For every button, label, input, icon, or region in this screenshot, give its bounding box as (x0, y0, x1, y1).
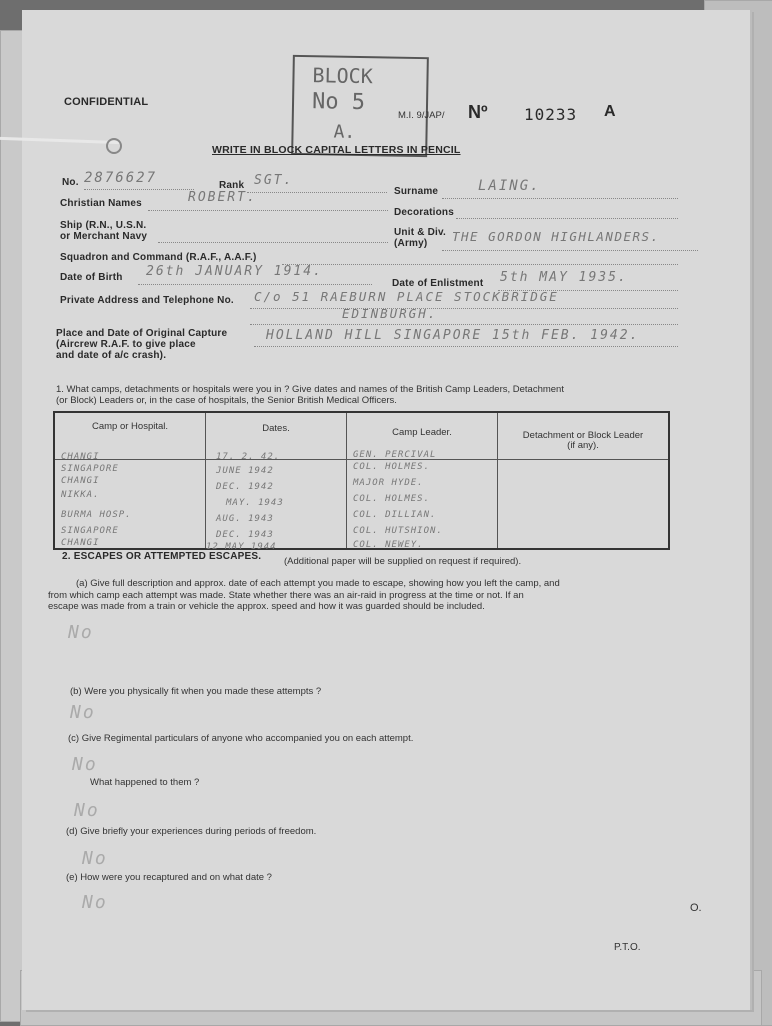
number-label: Nº (468, 102, 488, 122)
capture-value: HOLLAND HILL SINGAPORE 15th FEB. 1942. (266, 328, 640, 343)
question-2c: (c) Give Regimental particulars of anyone who accompanied you on each attempt. (68, 733, 414, 744)
leader-row-3: MAJOR HYDE. (353, 478, 424, 488)
document-page (22, 10, 750, 1010)
question-2a-line3: escape was made from a train or vehicle the approx. speed and how it was guarded should be included. (48, 601, 485, 612)
question-2-note: (Additional paper will be supplied on request if required). (284, 556, 522, 567)
service-number-value: 2876627 (84, 170, 158, 186)
surname-value: LAING. (478, 178, 541, 194)
date-row-6: DEC. 1943 (216, 530, 274, 540)
block-stamp (291, 55, 429, 157)
unit-label: Unit & Div. (394, 227, 447, 238)
address-value-line2: EDINBURGH. (342, 306, 438, 321)
address-value-line1: C/o 51 RAEBURN PLACE STOCKBRIDGE (254, 289, 559, 304)
footer-mark: O. (690, 902, 702, 914)
leader-row-5: COL. DILLIAN. (353, 510, 437, 520)
pto-label: P.T.O. (614, 942, 641, 953)
camp-row-7: CHANGI (61, 538, 100, 548)
stamp-line1: BLOCK (312, 63, 373, 89)
date-row-7: 12 MAY 1944 (206, 542, 277, 552)
date-row-4: MAY. 1943 (226, 498, 284, 508)
date-row-3: DEC. 1942 (216, 482, 274, 492)
ship-label: Ship (R.N., U.S.N. (60, 220, 147, 231)
question-2d: (d) Give briefly your experiences during periods of freedom. (66, 826, 317, 837)
address-label: Private Address and Telephone No. (60, 295, 234, 306)
date-row-1: 17. 2. 42. (216, 452, 281, 462)
answer-2b: No (70, 702, 96, 723)
stamp-line2: No 5 (311, 89, 366, 116)
leader-row-6: COL. HUTSHION. (353, 526, 443, 536)
question-2b: (b) Were you physically fit when you made these attempts ? (70, 686, 322, 697)
enlistment-label: Date of Enlistment (392, 278, 484, 289)
date-of-birth-label: Date of Birth (60, 272, 123, 283)
capture-label-2: (Aircrew R.A.F. to give place (56, 339, 196, 350)
question-1-line2: (or Block) Leaders or, in the case of hospitals, the Senior British Medical Officers. (56, 395, 397, 406)
enlistment-value: 5th MAY 1935. (500, 270, 628, 285)
decorations-label: Decorations (394, 207, 454, 218)
date-row-5: AUG. 1943 (216, 514, 274, 524)
squadron-label: Squadron and Command (R.A.F., A.A.F.) (60, 252, 257, 263)
header-detachment: Detachment or Block Leader (if any). (498, 412, 670, 460)
camp-row-2: SINGAPORE (61, 464, 119, 474)
ref-code: M.I. 9/JAP/ (398, 110, 445, 121)
answer-2a: No (68, 622, 94, 643)
question-2-title: 2. ESCAPES OR ATTEMPTED ESCAPES. (62, 551, 262, 562)
answer-2e: No (82, 892, 108, 913)
rank-value: SGT. (254, 173, 294, 188)
header-camp: Camp or Hospital. (54, 412, 206, 460)
camp-row-6: SINGAPORE (61, 526, 119, 536)
christian-names-label: Christian Names (60, 198, 142, 209)
answer-2d: No (82, 848, 108, 869)
leader-row-4: COL. HOLMES. (353, 494, 431, 504)
date-of-birth-value: 26th JANUARY 1914. (146, 264, 323, 279)
camp-row-4: NIKKA. (61, 490, 100, 500)
question-2c-followup: What happened to them ? (90, 777, 200, 788)
capture-label: Place and Date of Original Capture (56, 328, 228, 339)
instruction-heading: WRITE IN BLOCK CAPITAL LETTERS IN PENCIL (212, 144, 461, 156)
camps-table (53, 411, 670, 550)
answer-2c-followup: No (74, 800, 100, 821)
camp-row-1: CHANGI (61, 452, 100, 462)
service-number-label: No. (62, 177, 79, 188)
question-2a-line1: (a) Give full description and approx. date of each attempt you made to escape, showing how you left the camp, and (76, 578, 560, 589)
capture-label-3: and date of a/c crash). (56, 350, 167, 361)
stamp-line3: A. (333, 121, 356, 143)
leader-row-7: COL. NEWEY. (353, 540, 424, 550)
answer-2c: No (72, 754, 98, 775)
tag-eyelet (106, 138, 122, 154)
camp-row-3: CHANGI (61, 476, 100, 486)
header-camp-leader: Camp Leader. (347, 412, 498, 460)
form-number: 10233 (524, 105, 578, 124)
christian-names-value: ROBERT. (188, 190, 257, 205)
question-2a-line2: from which camp each attempt was made. State whether there was an air-raid in progress at the time or not. If an (48, 590, 524, 601)
surname-label: Surname (394, 186, 439, 197)
question-2e: (e) How were you recaptured and on what date ? (66, 872, 272, 883)
camp-row-5: BURMA HOSP. (61, 510, 132, 520)
date-row-2: JUNE 1942 (216, 466, 274, 476)
rank-label: Rank (219, 180, 245, 191)
form-suffix: A (604, 103, 616, 120)
confidential-label: CONFIDENTIAL (64, 96, 149, 108)
leader-row-1: GEN. PERCIVAL (353, 450, 437, 460)
question-1-line1: 1. What camps, detachments or hospitals were you in ? Give dates and names of the British Camp Leaders, Detachment (56, 384, 564, 395)
header-dates: Dates. (206, 412, 347, 460)
leader-row-2: COL. HOLMES. (353, 462, 431, 472)
unit-value: THE GORDON HIGHLANDERS. (452, 229, 660, 244)
unit-label-2: (Army) (394, 238, 428, 249)
ship-label-2: or Merchant Navy (60, 231, 148, 242)
